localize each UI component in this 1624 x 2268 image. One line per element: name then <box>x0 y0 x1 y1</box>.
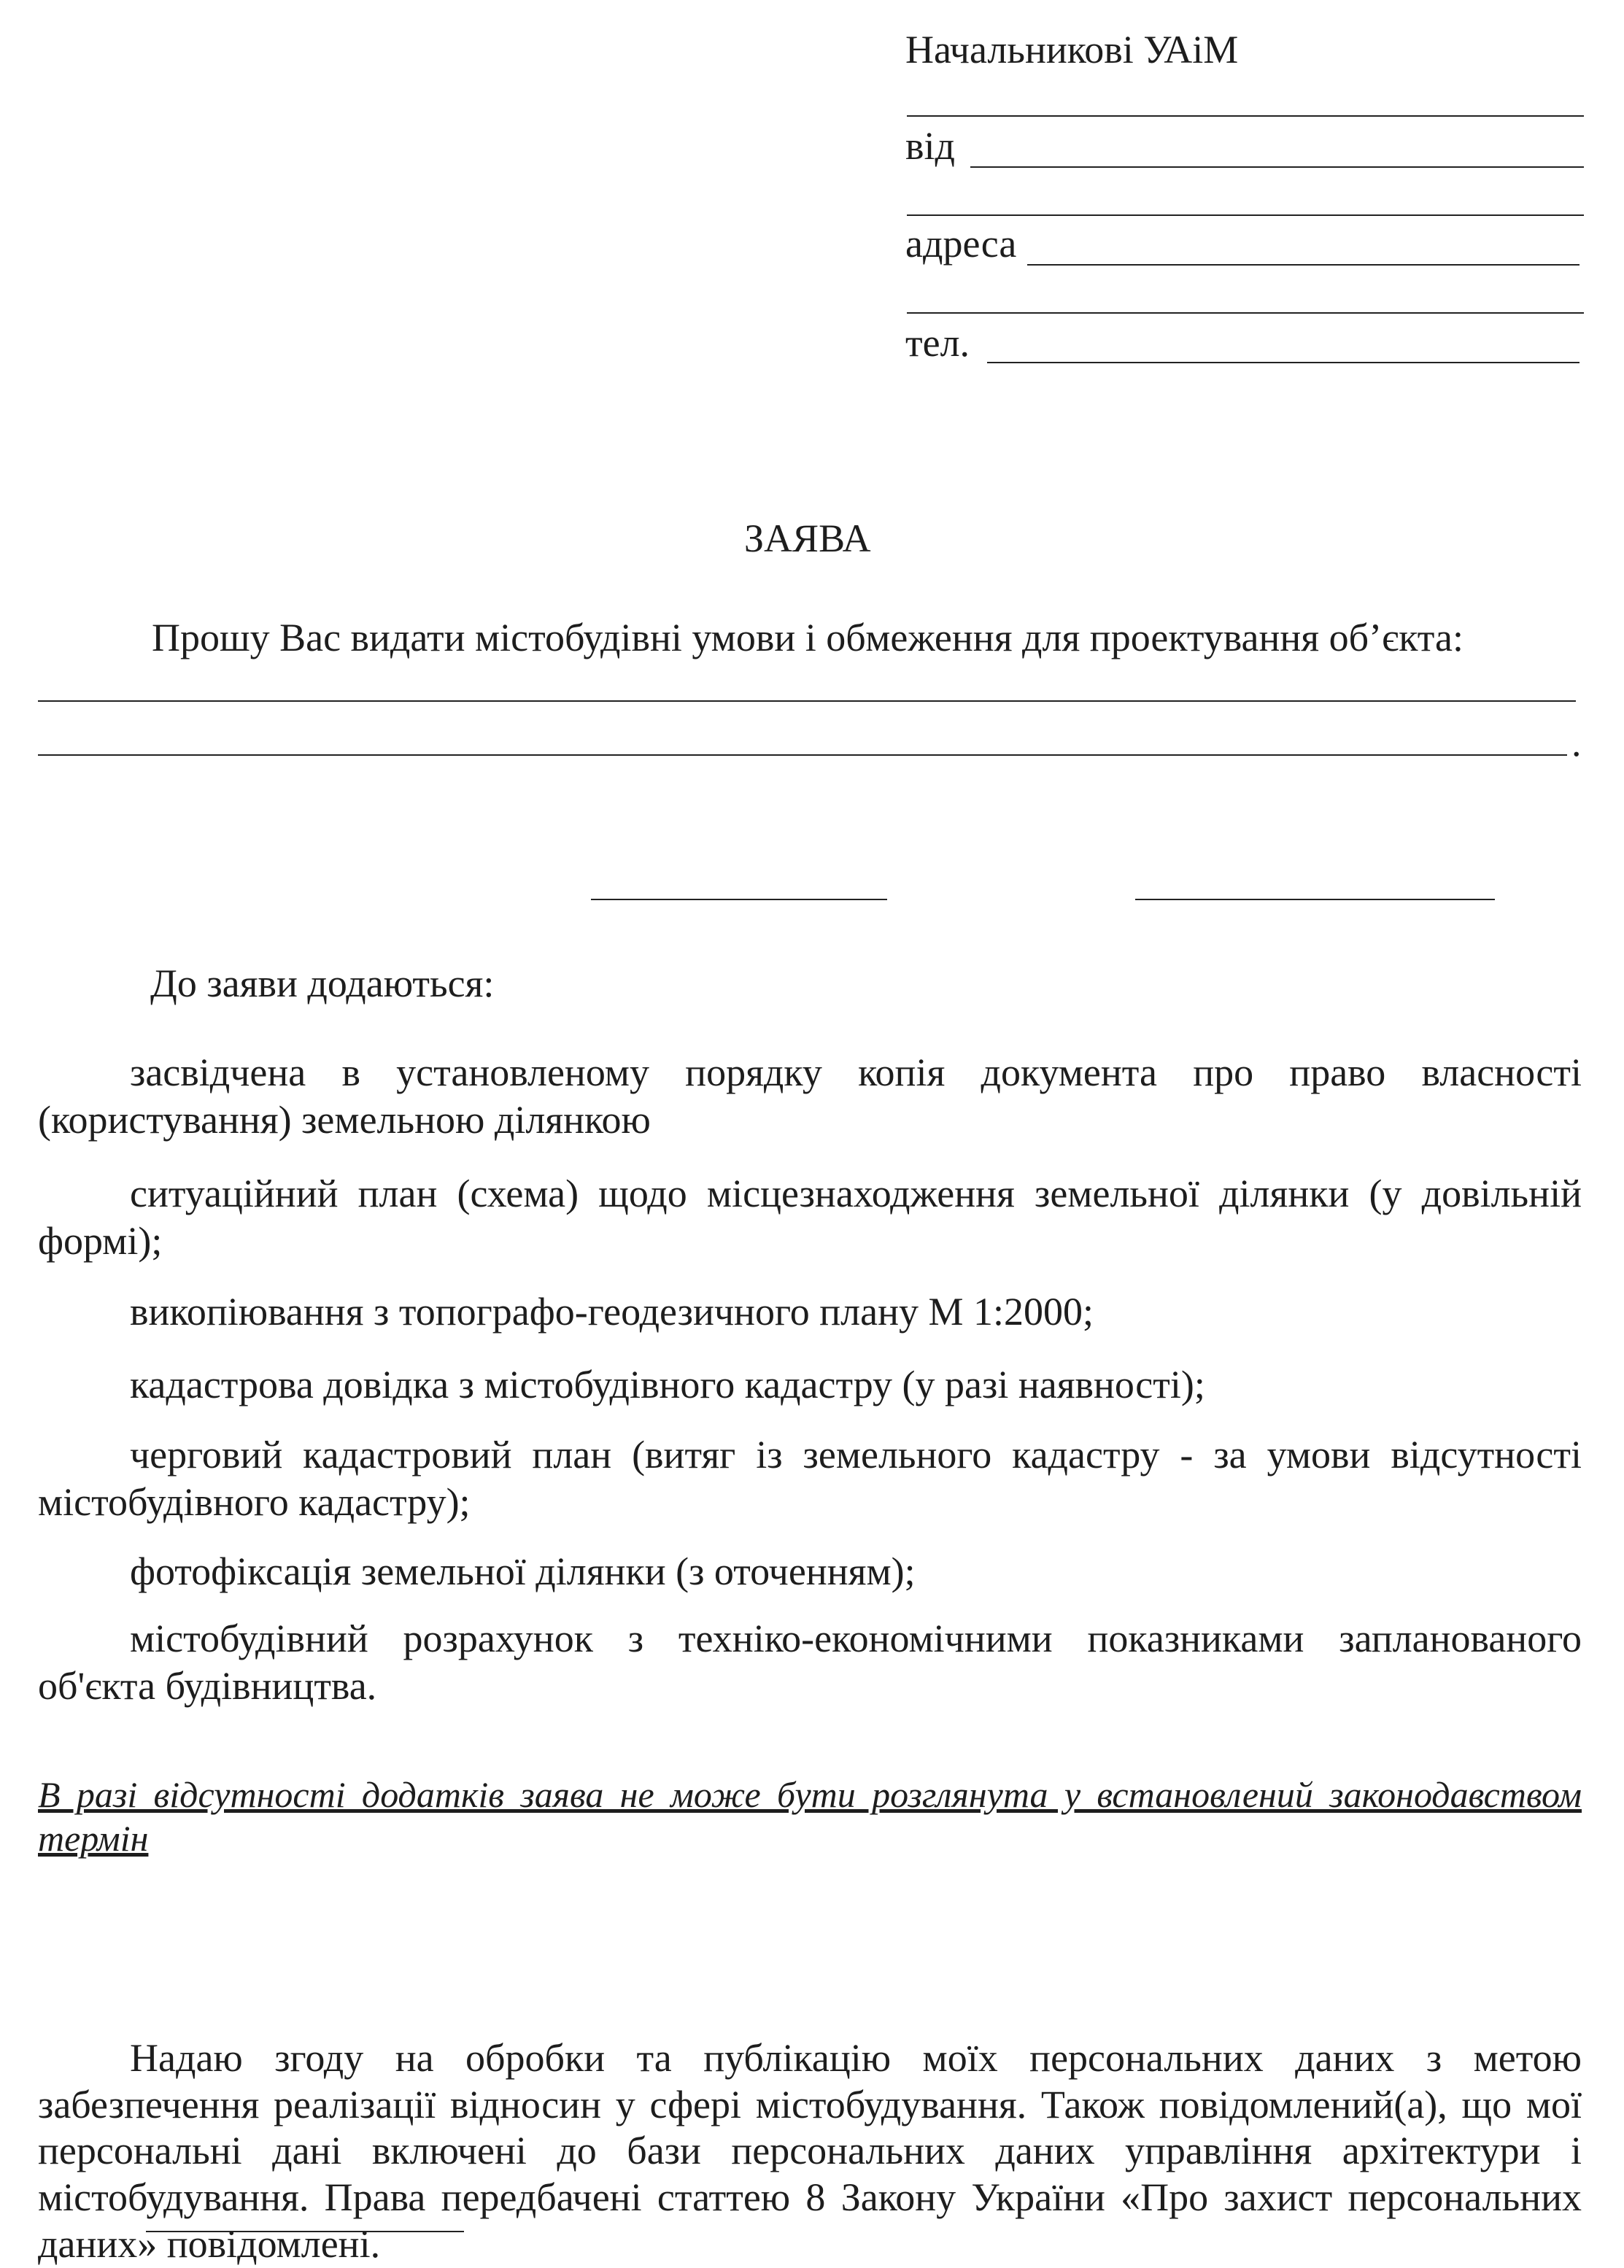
phone-label: тел. <box>905 321 970 365</box>
address-field-line-2[interactable] <box>907 312 1584 314</box>
consent-signature-line[interactable] <box>146 2231 464 2232</box>
address-field-line[interactable] <box>1027 264 1579 266</box>
attachment-item: фотофіксація земельної ділянки (з оточенням); <box>130 1549 916 1593</box>
signature-line[interactable] <box>1135 899 1495 900</box>
attachment-item: черговий кадастровий план (витяг із земельного кадастру - за умови відсутності містобудівного кадастру); <box>38 1433 1582 1524</box>
address-label: адреса <box>905 222 1017 266</box>
addressee-name-line[interactable] <box>907 115 1584 117</box>
attachments-header: До заяви додаються: <box>150 961 495 1005</box>
warning-note: В разі відсутності додатків заява не може бути розглянута у встановлений законодавством термін <box>38 1774 1582 1859</box>
from-label: від <box>905 124 955 168</box>
phone-field-line[interactable] <box>987 362 1579 363</box>
from-field-line-2[interactable] <box>907 214 1584 216</box>
attachment-item: засвідчена в установленому порядку копія документа про право власності (користування) земельною ділянкою <box>38 1050 1582 1142</box>
date-line[interactable] <box>591 899 887 900</box>
document-title: ЗАЯВА <box>744 516 871 560</box>
attachment-item: викопіювання з топографо-геодезичного плану М 1:2000; <box>130 1290 1094 1334</box>
attachment-item: ситуаційний план (схема) щодо місцезнаходження земельної ділянки (у довільній формі); <box>38 1172 1582 1263</box>
addressee-title: Начальникові УАіМ <box>905 28 1239 71</box>
request-end-mark: . <box>1571 721 1582 765</box>
attachment-item: кадастрова довідка з містобудівного кадастру (у разі наявності); <box>130 1363 1205 1406</box>
request-text: Прошу Вас видати містобудівні умови і обмеження для проектування об’єкта: <box>152 616 1464 659</box>
attachment-item: містобудівний розрахунок з техніко-економічними показниками запланованого об'єкта будівництва. <box>38 1617 1582 1708</box>
object-field-line-1[interactable] <box>38 700 1576 702</box>
consent-paragraph: Надаю згоду на обробки та публікацію моїх персональних даних з метою забезпечення реалізації відносин у сфері містобудування. Також повідомлений(а), що мої персональні дані включені до бази персональних даних управління архітектури і містобудування. Права передбачені статтею 8 Закону України «Про захист персональних даних» повідомлені. <box>38 2036 1582 2266</box>
object-field-line-2[interactable] <box>38 754 1567 756</box>
from-field-line[interactable] <box>970 166 1584 168</box>
